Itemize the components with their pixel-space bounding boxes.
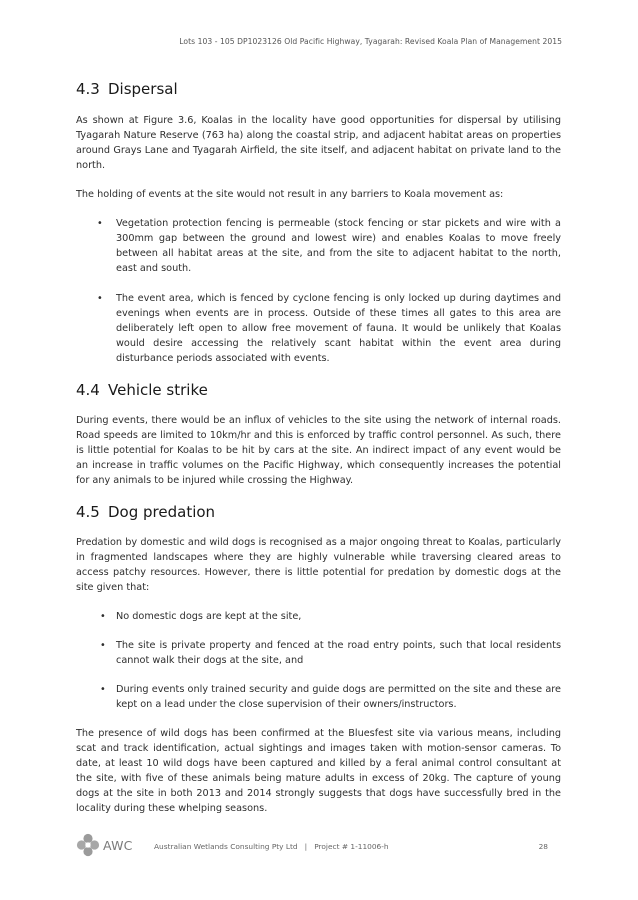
page-footer bbox=[76, 833, 561, 859]
list-item bbox=[76, 609, 561, 624]
bullet-list bbox=[76, 216, 561, 366]
list-item bbox=[76, 291, 561, 366]
section-title: Dog predation bbox=[108, 503, 216, 521]
bullet-icon: • bbox=[100, 684, 106, 695]
awc-logo-icon bbox=[76, 833, 100, 857]
section-number: 4.4 bbox=[76, 381, 100, 399]
section-number: 4.5 bbox=[76, 503, 100, 521]
bullet-list bbox=[76, 609, 561, 712]
awc-logo-text: AWC bbox=[103, 838, 133, 853]
page-number: 28 bbox=[538, 842, 548, 851]
list-item bbox=[76, 682, 561, 712]
list-item bbox=[76, 638, 561, 668]
paragraph: As shown at Figure 3.6, Koalas in the locality have good opportunities for dispersal by utilising Tyagarah Nature Reserve (763 ha) along the coastal strip, and adjacent habitat areas on properties around Grays Lane and Tyagarah Airfield, the site itself, and adjacent habitat on private land to the north. bbox=[76, 115, 561, 171]
document-body bbox=[76, 76, 561, 816]
paragraph: The holding of events at the site would not result in any barriers to Koala movement as: bbox=[76, 189, 504, 200]
section-heading-dispersal bbox=[76, 79, 561, 99]
footer-company-project: Australian Wetlands Consulting Pty Ltd | Project # 1-11006-h bbox=[154, 842, 389, 851]
list-item bbox=[76, 216, 561, 276]
section-heading-dog-predation bbox=[76, 502, 561, 522]
section-heading-vehicle-strike bbox=[76, 380, 561, 400]
paragraph: Predation by domestic and wild dogs is recognised as a major ongoing threat to Koalas, particularly in fragmented landscapes where they are highly vulnerable while traversing cleared areas to access patchy resources. However, there is little potential for predation by domestic dogs at the site given that: bbox=[76, 537, 561, 593]
list-item-text: No domestic dogs are kept at the site, bbox=[116, 611, 302, 622]
bullet-icon: • bbox=[97, 218, 103, 229]
bullet-icon: • bbox=[100, 640, 106, 651]
bullet-icon: • bbox=[97, 293, 103, 304]
list-item-text: The event area, which is fenced by cyclone fencing is only locked up during daytimes and evenings when events are in process. Outside of these times all gates to this area are deliberately left open to allow free movement of fauna. It would be unlikely that Koalas would desire accessing the relatively scant habitat within the event area during disturbance periods associated with events. bbox=[116, 293, 561, 364]
list-item-text: Vegetation protection fencing is permeable (stock fencing or star pickets and wire with a 300mm gap between the ground and lowest wire) and enables Koalas to move freely between all habitat areas at the site, and from the site to adjacent habitat to the north, east and south. bbox=[116, 218, 561, 274]
paragraph: The presence of wild dogs has been confirmed at the Bluesfest site via various means, including scat and track identification, actual sightings and images taken with motion-sensor cameras. To date, at least 10 wild dogs have been captured and killed by a feral animal control consultant at the site, with five of these animals being mature adults in excess of 20kg. The capture of young dogs at the site in both 2013 and 2014 strongly suggests that dogs have successfully bred in the locality during these whelping seasons. bbox=[76, 728, 561, 814]
paragraph: During events, there would be an influx of vehicles to the site using the network of internal roads. Road speeds are limited to 10km/hr and this is enforced by traffic control personnel. As such, there is little potential for Koalas to be hit by cars at the site. An indirect impact of any event would be an increase in traffic volumes on the Pacific Highway, which consequently increases the potential for any animals to be injured while crossing the Highway. bbox=[76, 415, 561, 486]
bullet-icon: • bbox=[100, 611, 106, 622]
section-number: 4.3 bbox=[76, 80, 100, 98]
running-header: Lots 103 - 105 DP1023126 Old Pacific Highway, Tyagarah: Revised Koala Plan of Management 2015 bbox=[179, 37, 562, 46]
list-item-text: During events only trained security and guide dogs are permitted on the site and these are kept on a lead under the close supervision of their owners/instructors. bbox=[116, 684, 561, 710]
list-item-text: The site is private property and fenced at the road entry points, such that local residents cannot walk their dogs at the site, and bbox=[116, 640, 561, 666]
section-title: Dispersal bbox=[108, 80, 178, 98]
section-title: Vehicle strike bbox=[108, 381, 208, 399]
